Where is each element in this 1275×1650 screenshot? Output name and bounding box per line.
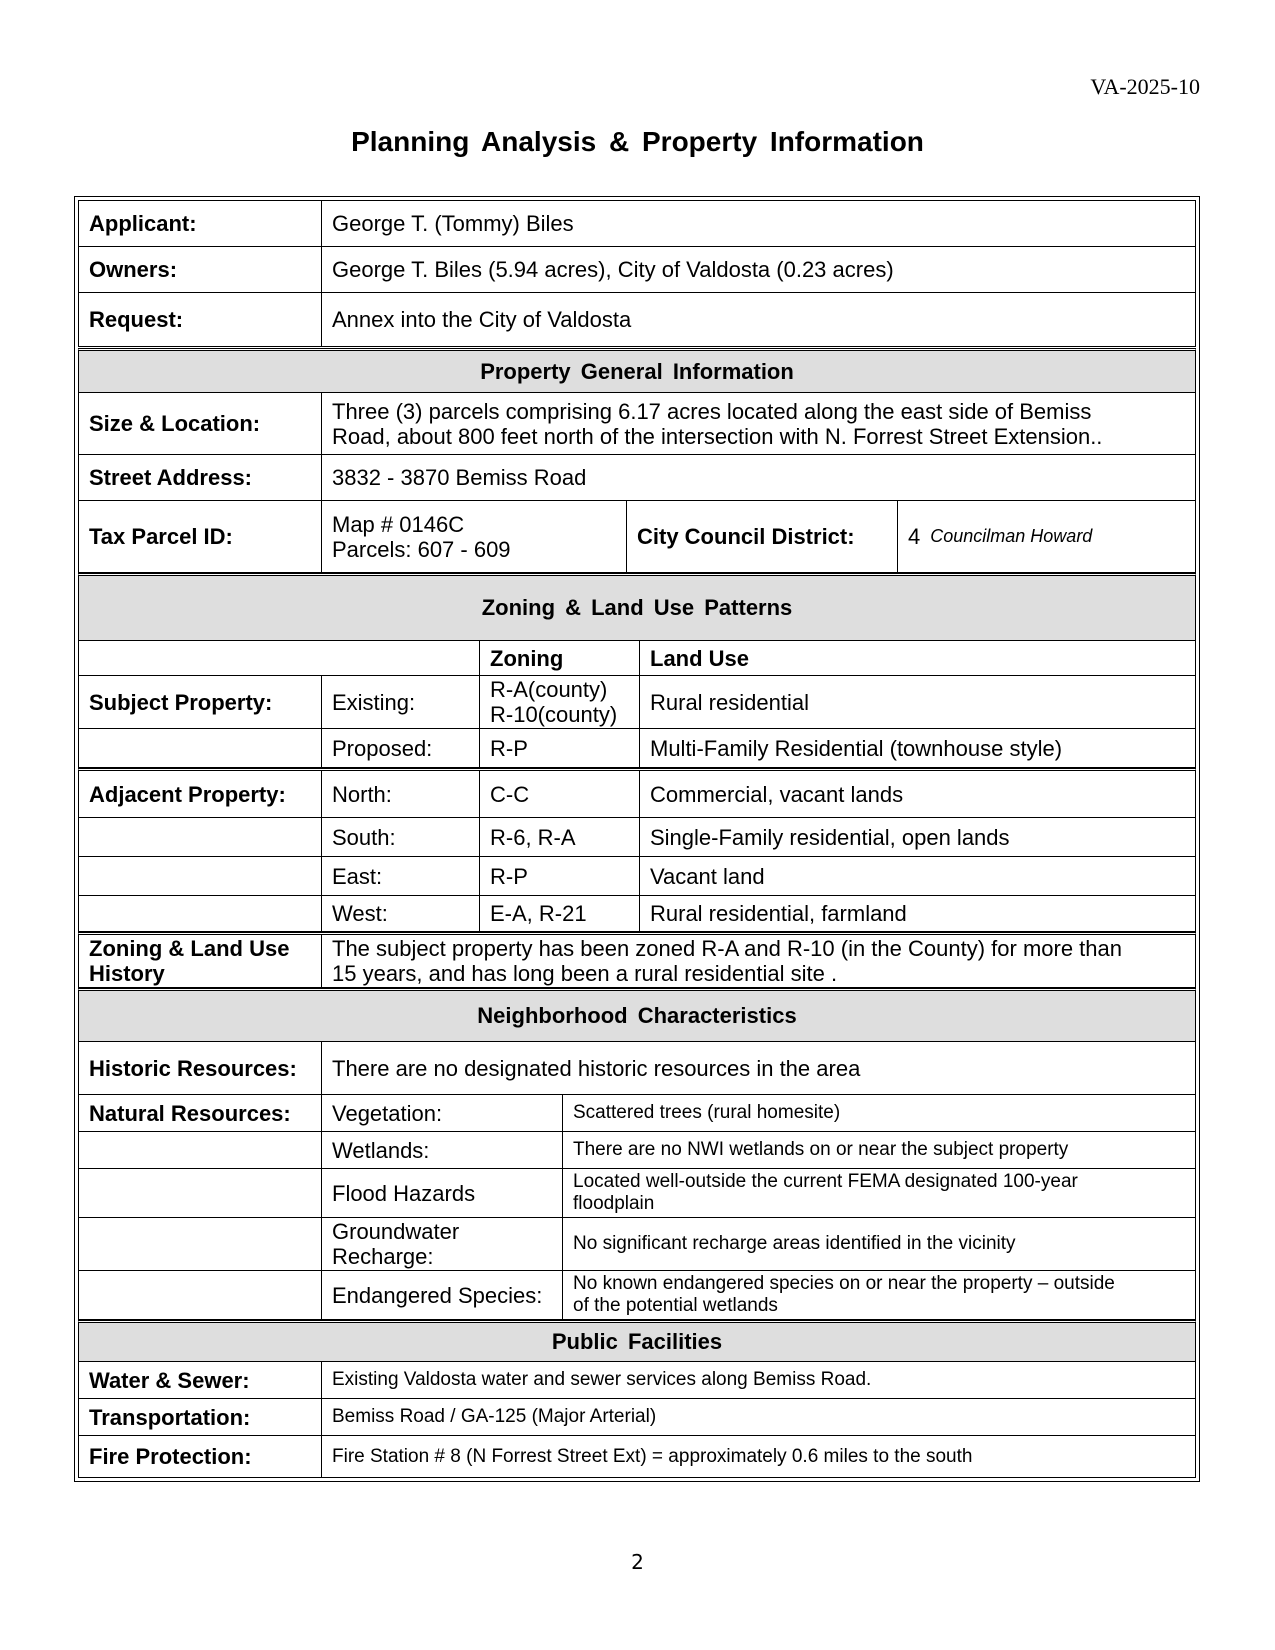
blank-label-cell <box>79 1132 321 1168</box>
applicant-row <box>78 200 1196 247</box>
council-district-label: City Council District: <box>626 501 897 572</box>
natural-resource-detail-line-2: of the potential wetlands <box>573 1295 778 1316</box>
blank-label-cell <box>79 1218 321 1270</box>
proposed-zoning: R-P <box>479 729 639 767</box>
subject-property-label: Subject Property: <box>89 689 273 715</box>
zoning-history-label-line-1: Zoning & Land Use <box>89 936 290 961</box>
adjacent-row <box>78 895 1196 932</box>
adjacent-row <box>78 768 1196 818</box>
tax-parcel-map: Map # 0146C <box>332 511 465 537</box>
water-sewer-label: Water & Sewer: <box>89 1367 250 1393</box>
natural-resources-label: Natural Resources: <box>89 1100 291 1126</box>
fire-protection-value: Fire Station # 8 (N Forrest Street Ext) = approximately 0.6 miles to the south <box>321 1436 1197 1477</box>
document-id: VA-2025-10 <box>1090 74 1200 99</box>
adjacent-direction: East: <box>321 857 479 895</box>
request-label: Request: <box>89 307 184 332</box>
adjacent-land-use: Commercial, vacant lands <box>639 771 1197 817</box>
page-title: Planning Analysis & Property Information <box>351 126 924 157</box>
owners-label: Owners: <box>89 257 178 282</box>
owners-row <box>78 246 1196 293</box>
existing-zoning <box>479 676 639 728</box>
page-number: 2 <box>631 1550 644 1574</box>
blank-label-cell <box>79 896 321 931</box>
facilities-header-row <box>78 1320 1196 1362</box>
general-info-header: Property General Information <box>79 351 1195 392</box>
historic-resources-label: Historic Resources: <box>89 1055 297 1081</box>
natural-resource-detail: There are no NWI wetlands on or near the subject property <box>562 1132 1197 1168</box>
blank-label-cell <box>79 729 321 767</box>
proposed-land-use: Multi-Family Residential (townhouse style) <box>639 729 1197 767</box>
zoning-history-line-1: The subject property has been zoned R-A and R-10 (in the County) for more than <box>332 936 1122 961</box>
adjacent-direction: South: <box>321 818 479 856</box>
zoning-history-line-2: 15 years, and has long been a rural residential site . <box>332 961 838 986</box>
adjacent-zoning: E-A, R-21 <box>479 896 639 931</box>
adjacent-row <box>78 856 1196 896</box>
fire-protection-label: Fire Protection: <box>89 1444 252 1469</box>
existing-zoning-2: R-10(county) <box>490 702 618 727</box>
adjacent-direction: North: <box>321 771 479 817</box>
zoning-column-headers <box>78 640 1196 676</box>
adjacent-land-use: Single-Family residential, open lands <box>639 818 1197 856</box>
blank-label-cell <box>79 857 321 895</box>
natural-resource-row <box>78 1131 1196 1169</box>
request-row <box>78 292 1196 347</box>
natural-resource-detail-line-2: floodplain <box>573 1193 655 1214</box>
transportation-value: Bemiss Road / GA-125 (Major Arterial) <box>321 1399 1197 1435</box>
tax-parcel-value <box>321 501 626 572</box>
zoning-header-row <box>78 573 1196 641</box>
existing-zoning-1: R-A(county) <box>490 677 608 702</box>
council-district-number: 4 <box>908 524 921 549</box>
natural-resource-item: Wetlands: <box>321 1132 562 1168</box>
owners-value: George T. Biles (5.94 acres), City of Valdosta (0.23 acres) <box>321 247 1197 292</box>
adjacent-land-use: Rural residential, farmland <box>639 896 1197 931</box>
historic-resources-row <box>78 1041 1196 1095</box>
blank-label-cell <box>79 1271 321 1319</box>
blank-label-cell <box>79 818 321 856</box>
subject-proposed-row <box>78 728 1196 768</box>
neighborhood-header-row <box>78 988 1196 1042</box>
adjacent-direction: West: <box>321 896 479 931</box>
zoning-history-value <box>321 935 1197 987</box>
subject-existing-row <box>78 675 1196 729</box>
neighborhood-header: Neighborhood Characteristics <box>79 991 1195 1041</box>
natural-resource-row <box>78 1217 1196 1271</box>
natural-resource-item: Flood Hazards <box>321 1169 562 1217</box>
natural-resource-detail: Scattered trees (rural homesite) <box>562 1095 1197 1131</box>
tax-parcel-row <box>78 500 1196 573</box>
historic-resources-value: There are no designated historic resources in the area <box>321 1042 1197 1094</box>
applicant-label: Applicant: <box>89 211 197 236</box>
zoning-history-label-line-2: History <box>89 961 165 986</box>
adjacent-zoning: R-P <box>479 857 639 895</box>
adjacent-land-use: Vacant land <box>639 857 1197 895</box>
water-sewer-row <box>78 1361 1196 1399</box>
size-location-value <box>321 393 1197 454</box>
transportation-row <box>78 1398 1196 1436</box>
size-location-line-1: Three (3) parcels comprising 6.17 acres located along the east side of Bemiss <box>332 398 1092 424</box>
tax-parcel-label: Tax Parcel ID: <box>89 524 233 549</box>
facilities-header: Public Facilities <box>79 1323 1195 1361</box>
applicant-value: George T. (Tommy) Biles <box>321 201 1197 246</box>
adjacent-zoning: C-C <box>479 771 639 817</box>
transportation-label: Transportation: <box>89 1404 251 1430</box>
zoning-history-label <box>79 935 321 987</box>
zoning-history-row <box>78 932 1196 988</box>
council-district-value <box>897 501 1197 572</box>
adjacent-property-label: Adjacent Property: <box>89 781 286 807</box>
proposed-label: Proposed: <box>321 729 479 767</box>
natural-resource-detail <box>562 1271 1197 1319</box>
natural-resource-item: Vegetation: <box>321 1095 562 1131</box>
street-address-value: 3832 - 3870 Bemiss Road <box>321 455 1197 500</box>
natural-resource-detail: No significant recharge areas identified in the vicinity <box>562 1218 1197 1270</box>
zoning-column-header: Zoning <box>479 641 639 675</box>
request-value: Annex into the City of Valdosta <box>321 293 1197 346</box>
land-use-column-header: Land Use <box>639 641 1197 675</box>
water-sewer-value: Existing Valdosta water and sewer services along Bemiss Road. <box>321 1362 1197 1398</box>
street-address-label: Street Address: <box>89 465 253 490</box>
natural-resource-item: Endangered Species: <box>321 1271 562 1319</box>
natural-resource-detail <box>562 1169 1197 1217</box>
existing-land-use: Rural residential <box>639 676 1197 728</box>
adjacent-zoning: R-6, R-A <box>479 818 639 856</box>
size-location-line-2: Road, about 800 feet north of the intersection with N. Forrest Street Extension.. <box>332 423 1103 449</box>
blank-label-cell <box>79 1169 321 1217</box>
natural-resource-row <box>78 1094 1196 1132</box>
zoning-header: Zoning & Land Use Patterns <box>79 576 1195 640</box>
blank-header-cell <box>79 641 479 675</box>
size-location-row <box>78 392 1196 455</box>
natural-resource-detail-line-1: No known endangered species on or near the property – outside <box>573 1273 1115 1294</box>
tax-parcel-parcels: Parcels: 607 - 609 <box>332 536 511 562</box>
natural-resource-row <box>78 1270 1196 1320</box>
natural-resource-detail-line-1: Located well-outside the current FEMA designated 100-year <box>573 1171 1078 1192</box>
street-address-row <box>78 454 1196 501</box>
general-info-header-row <box>78 348 1196 393</box>
natural-resource-item: Groundwater Recharge: <box>321 1218 562 1270</box>
natural-resource-row <box>78 1168 1196 1218</box>
adjacent-row <box>78 817 1196 857</box>
size-location-label: Size & Location: <box>89 411 261 436</box>
existing-label: Existing: <box>321 676 479 728</box>
fire-protection-row <box>78 1435 1196 1478</box>
councilman-name: Councilman Howard <box>930 526 1093 546</box>
